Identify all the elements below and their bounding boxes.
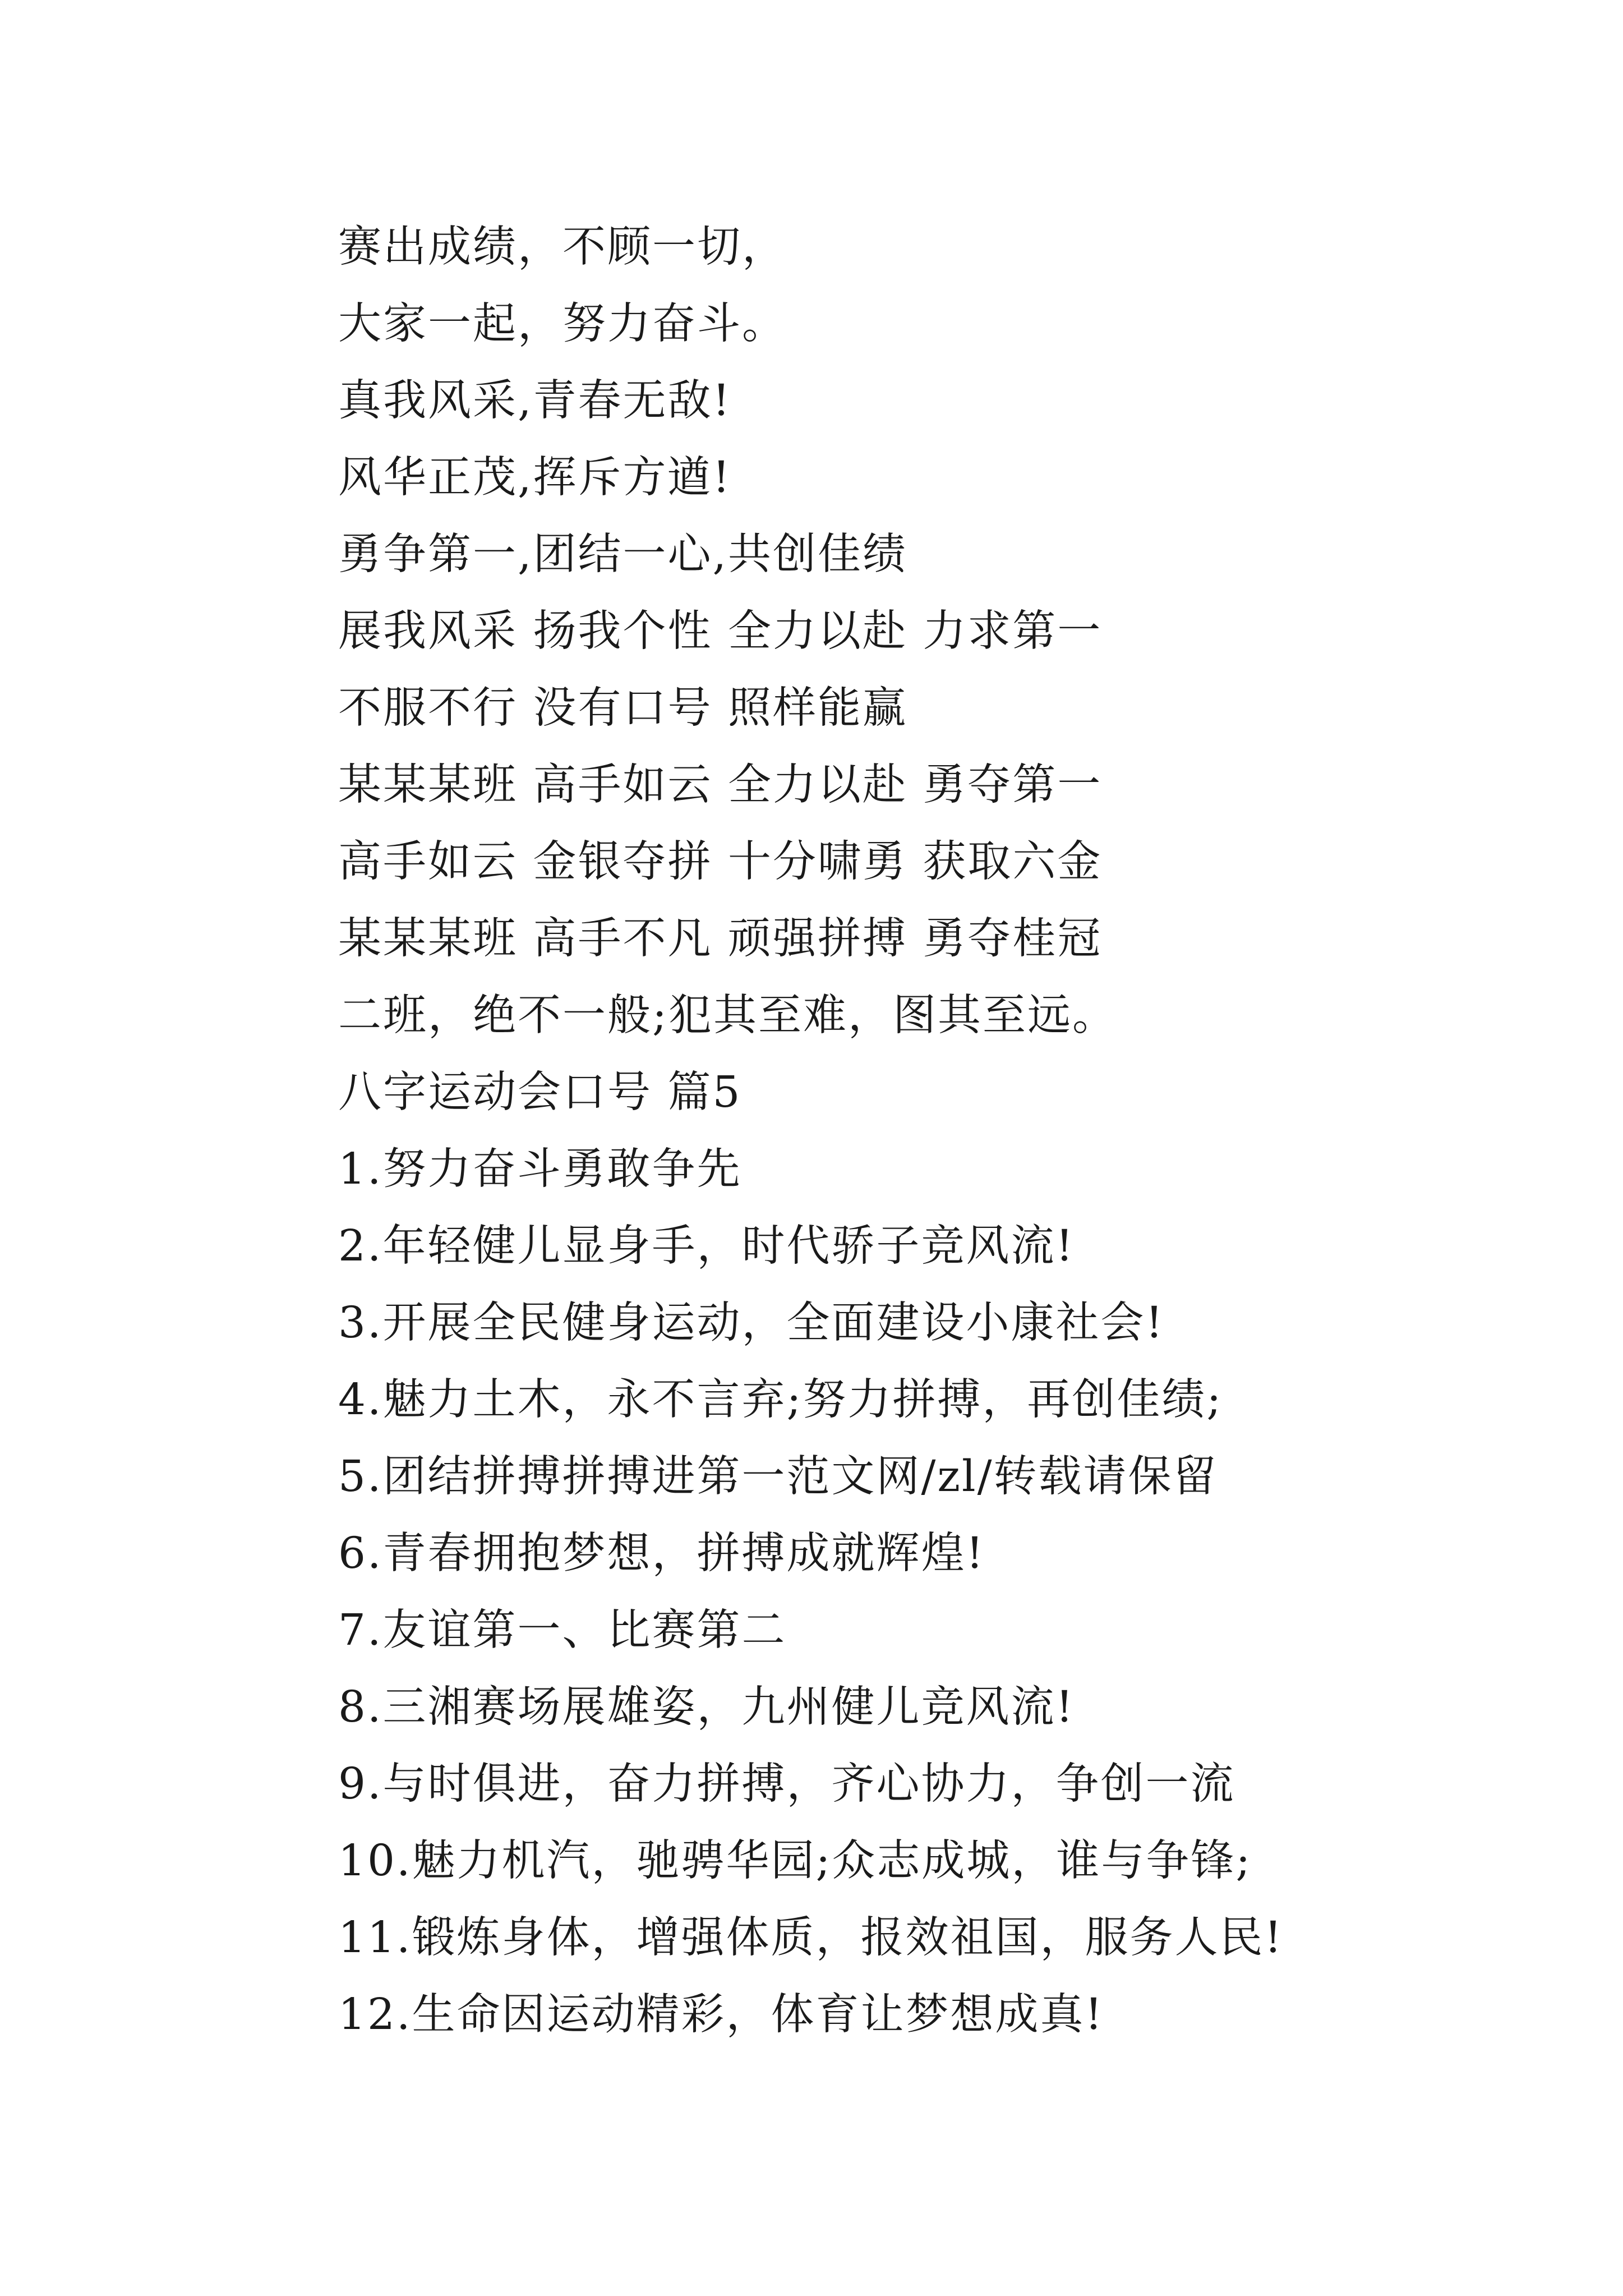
list-item: 1.努力奋斗勇敢争先 bbox=[338, 1144, 742, 1194]
text-line: 某某某班 高手如云 全力以赴 勇夺第一 bbox=[338, 760, 1103, 810]
text-line: 高手如云 金银夺拼 十分啸勇 获取六金 bbox=[338, 837, 1103, 887]
document-body bbox=[338, 209, 1516, 2053]
text-line: 真我风采,青春无敌! bbox=[338, 376, 732, 426]
text-line: 勇争第一,团结一心,共创佳绩 bbox=[338, 530, 907, 579]
list-item: 4.魅力土木，永不言弃;努力拼搏，再创佳绩; bbox=[338, 1375, 1223, 1425]
list-item: 5.团结拼搏拼搏进第一范文网/zl/转载请保留 bbox=[338, 1452, 1218, 1502]
section-heading: 八字运动会口号 篇5 bbox=[338, 1068, 742, 1117]
text-line: 某某某班 高手不凡 顽强拼搏 勇夺桂冠 bbox=[338, 914, 1103, 964]
text-line: 展我风采 扬我个性 全力以赴 力求第一 bbox=[338, 606, 1103, 656]
text-line: 二班，绝不一般;犯其至难，图其至远。 bbox=[338, 991, 1117, 1041]
list-item: 6.青春拥抱梦想，拼搏成就辉煌! bbox=[338, 1529, 985, 1579]
text-line: 风华正茂,挥斥方遒! bbox=[338, 453, 732, 503]
list-item: 12.生命因运动精彩，体育让梦想成真! bbox=[338, 1990, 1104, 2040]
list-item: 8.三湘赛场展雄姿，九州健儿竞风流! bbox=[338, 1682, 1075, 1732]
list-item: 10.魅力机汽，驰骋华园;众志成城，谁与争锋; bbox=[338, 1836, 1252, 1886]
list-item: 9.与时俱进，奋力拼搏，齐心协力，争创一流 bbox=[338, 1759, 1235, 1809]
list-item: 3.开展全民健身运动，全面建设小康社会! bbox=[338, 1298, 1165, 1348]
list-item: 7.友谊第一、比赛第二 bbox=[338, 1605, 787, 1655]
list-item: 11.锻炼身体，增强体质，报效祖国，服务人民! bbox=[338, 1913, 1284, 1963]
text-line: 不服不行 没有口号 照样能赢 bbox=[338, 683, 907, 733]
list-item: 2.年轻健儿显身手，时代骄子竞风流! bbox=[338, 1221, 1075, 1271]
text-line: 大家一起，努力奋斗。 bbox=[338, 299, 787, 349]
text-line: 赛出成绩，不顾一切， bbox=[338, 222, 787, 272]
